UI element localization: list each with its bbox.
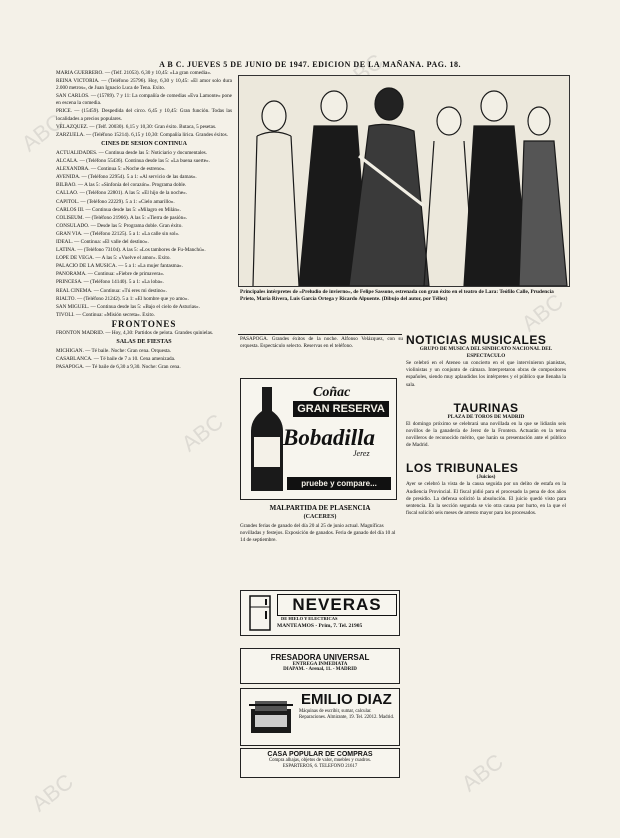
cinema-listing: CARLOS III. — Continua desde las 5: «Milagro en Milán». [56,206,181,213]
cinema-listing: PALACIO DE LA MUSICA. — 5 a 1: «La mujer fantasma». [56,263,183,270]
cinema-listing: COLISEUM. — (Teléfono 21966). A las 5: «Tierra de pasión». [56,214,188,221]
ad-line: Coñac [313,385,351,400]
brand-name: EMILIO DIAZ [301,691,392,708]
cinema-listing: CAPITOL. — (Teléfono 22229). 5 a 1: «Cielo amarillo». [56,198,175,205]
ad-line: Compra alhajas, objetos de valor, muebles y cuadros. [268,758,372,763]
cinema-listing: BILBAO. — A las 5: «Sinfonía del corazón». Programa doble. [56,182,187,189]
listing-paragraph: VELAZQUEZ. — (Telf. 20030). 6,15 y 10,30: Gran éxito. Butaca, 5 pesetas. [56,123,217,130]
ad-subtitle: DE HIELO Y ELECTRICAS [281,616,338,621]
brand-name: Bobadilla [283,425,376,450]
illustration-caption: Principales intérpretes de «Preludio de invierno», de Felipe Sassone, estrenada con gran éxito en el teatro de Lara: Teófilo Calle, Prudencia Prieto, María Rivera, Luis García Ortega y Ricardo Alpuente. (Dibujo del autor, por Téllez) [240,289,554,302]
ad-text: Máquinas de escribir, sumar, calcular. Reparaciones. Almirante, 19. Tel. 22012. Madrid. [299,709,395,720]
typewriter-icon [247,695,295,739]
article-text: Ayer se celebró la vista de la causa seguida por un delito de estafa en la Audiencia Provincial. El fiscal pidió para el procesado la pena de dos años de presidio. La defensa solicitó la absolución. El juicio quedó visto para sentencia. En la sección segunda se vio otra causa por hurto, en la que el fiscal solicitó seis meses de arresto mayor para los procesados. [406,481,566,516]
notice-title: MALPARTIDA DE PLASENCIA [269,504,371,512]
ad-title: FRESADORA UNIVERSAL [270,653,370,662]
listing-paragraph: ZARZUELA. — (Teléfono 15214). 6,15 y 10,30: Compañía lírica. Grandes éxitos. [56,131,228,138]
cinema-listing: REAL CINEMA. — Continua: «Tú eres mi destino». [56,287,167,294]
section-subtitle: GRUPO DE MUSICA DEL SINDICATO NACIONAL DEL ESPECTACULO [419,346,553,360]
fridge-icon [249,595,271,631]
cinema-listing: CALLAO. — (Teléfono 22801). A las 5: «El hijo de la noche». [56,190,188,197]
cinema-listing: ALEXANDRA. — Continua 5: «Noche de estreno». [56,166,166,173]
notice-subtitle: (CACERES) [303,514,337,520]
section-heading-frontones: FRONTONES [111,318,177,329]
cinema-listing: LOPE DE VEGA. — A las 5: «Vuelve el amor». Exito. [56,255,171,262]
cinema-listing: ALCALA. — (Teléfono 55436). Continua desde las 5: «La buena suerte». [56,158,210,165]
watermark: ABC [336,48,388,97]
ad-address: MANTEAMOS - Prim, 7. Tel. 21905 [277,623,363,629]
section-subtitle: PLAZA DE TOROS DE MADRID [447,413,525,420]
cinema-listing: AVENIDA. — (Teléfono 22954). 5 a 1: «Al servicio de las damas». [56,174,197,181]
brand-place: Jerez [353,449,370,458]
section-heading-salas: SALAS DE FIESTAS [116,339,172,346]
watermark: ABC [16,108,68,157]
ad-address: ESPARTEROS, 6. TELEFONO 21617 [282,764,358,769]
diaz-advertisement [240,688,400,746]
watermark: ABC [456,748,508,797]
casa-advertisement [240,748,400,778]
brand-name: NEVERAS [277,594,397,616]
theatre-illustration [238,75,570,287]
page-header: A B C. JUEVES 5 DE JUNIO DE 1947. EDICION DE LA MAÑANA. PAG. 18. [159,60,461,69]
ad-address: DIAPAM. - Arenal, 11. - MADRID [283,667,357,672]
salas-listing: PASAPOGA. — Té baile de 6,30 a 9,30. Noche: Gran cena. [56,364,181,371]
ad-tagline: pruebe y compare... [287,477,391,490]
listing-paragraph: PRICE. — (15459). Despedida del circo. 6,45 y 10,45: Gran función. Todas las localidades a precios populares. [56,108,232,122]
divider [238,334,402,335]
salas-listing: CASABLANCA. — Té baile de 7 a 10. Cena amenizada. [56,356,176,363]
listings-column [56,70,232,805]
listing-paragraph: MARIA GUERRERO. — (Telf. 21053). 6,30 y 10,45: «La gran comedia». [56,70,212,76]
listing-paragraph: REINA VICTORIA. — (Teléfono 25796). Hoy, 6,30 y 10,45: «El amor solo dura 2.000 metros», de Juan Ignacio Luca de Tena. Exito. [56,78,232,92]
cinema-listing: IDEAL. — Continua: «El valle del destino». [56,238,149,245]
ad-line: ENTREGA INMEDIATA [292,662,348,667]
article-text: El domingo próximo se celebrará una novillada en la que se lidiarán seis novillos de la ganadería de Jerez de la Frontera. Actuarán en la terna novilleros de reconocido mérito, que harán su presentación ante el público de Madrid. [406,420,566,449]
cinema-listing: ACTUALIDADES. — Continua desde las 5: Noticiario y documentales. [56,149,207,156]
cinema-listing: SAN MIGUEL. — Continua desde las 5: «Bajo el cielo de Asturias». [56,303,200,310]
fronton-listing: FRONTON MADRID. — Hoy, 4,30: Partidos de pelota. Grandes quinielas. [56,330,214,336]
fair-notice [240,505,400,544]
ad-banner: GRAN RESERVA [293,401,389,417]
section-title-taurinas: TAURINAS [453,400,519,415]
listing-paragraph: SAN CARLOS. — (15789). 7 y 11: La compañía de comedias «Eva Lamonte» pone en escena la comedia. [56,93,232,107]
cinema-listing: TIVOLI. — Continua: «Misión secreta». Exito. [56,311,155,318]
cinema-listing: RIALTO. — (Teléfono 21242). 5 a 1: «El hombre que yo amo». [56,295,189,302]
cinema-listing: CONSULADO. — Desde las 5: Programa doble. Gran éxito. [56,222,183,229]
fresadora-advertisement [240,648,400,684]
pasapoga-notice: PASAPOGA. Grandes éxitos de la noche. Alfonso Velázquez, con su orquesta. Espectáculo selecto. Reservas en el teléfono. [240,336,403,350]
news-column [406,333,566,802]
watermark: ABC [176,408,228,457]
salas-listing: MICHIGAN. — Té baile. Noche: Gran cena. Orquesta. [56,348,172,355]
section-heading-cines: CINES DE SESION CONTINUA [101,140,187,147]
cinema-listing: LATINA. — (Teléfono 73104). A las 5: «Los tambores de Fu-Manchú». [56,247,206,254]
cinema-listing: GRAN VIA. — (Teléfono 22125). 5 a 1: «La calle sin sol». [56,230,180,237]
section-title-musicales: NOTICIAS MUSICALES [406,333,547,347]
section-subtitle: (Juicios) [476,474,496,481]
section-title-tribunales: LOS TRIBUNALES [406,461,519,476]
ad-title: CASA POPULAR DE COMPRAS [267,751,373,758]
watermark: ABC [26,768,78,817]
brandy-advertisement [240,378,397,500]
article-text: Se celebró en el Ateneo un concierto en el que intervinieron pianistas, violinistas y un conjunto de cámara. Interpretaron obras de compositores españoles, siendo muy aplaudidos los intérpretes y el público que llenaba la sala. [406,360,566,388]
watermark: ABC [516,288,568,337]
neveras-advertisement [240,590,400,636]
cinema-listing: PANORAMA. — Continua: «Fiebre de primavera». [56,271,165,278]
cinema-listing: PRINCESA. — (Teléfono 14140). 5 a 1: «La loba». [56,279,164,286]
notice-text: Grandes ferias de ganado del día 20 al 25 de junio actual. Magníficas novilladas y festejos. Exposición de ganados. Feria de ganado del día 10 al 14 de septiembre. [240,523,396,543]
bottle-icon [249,387,285,491]
caricature-drawing [239,76,569,286]
